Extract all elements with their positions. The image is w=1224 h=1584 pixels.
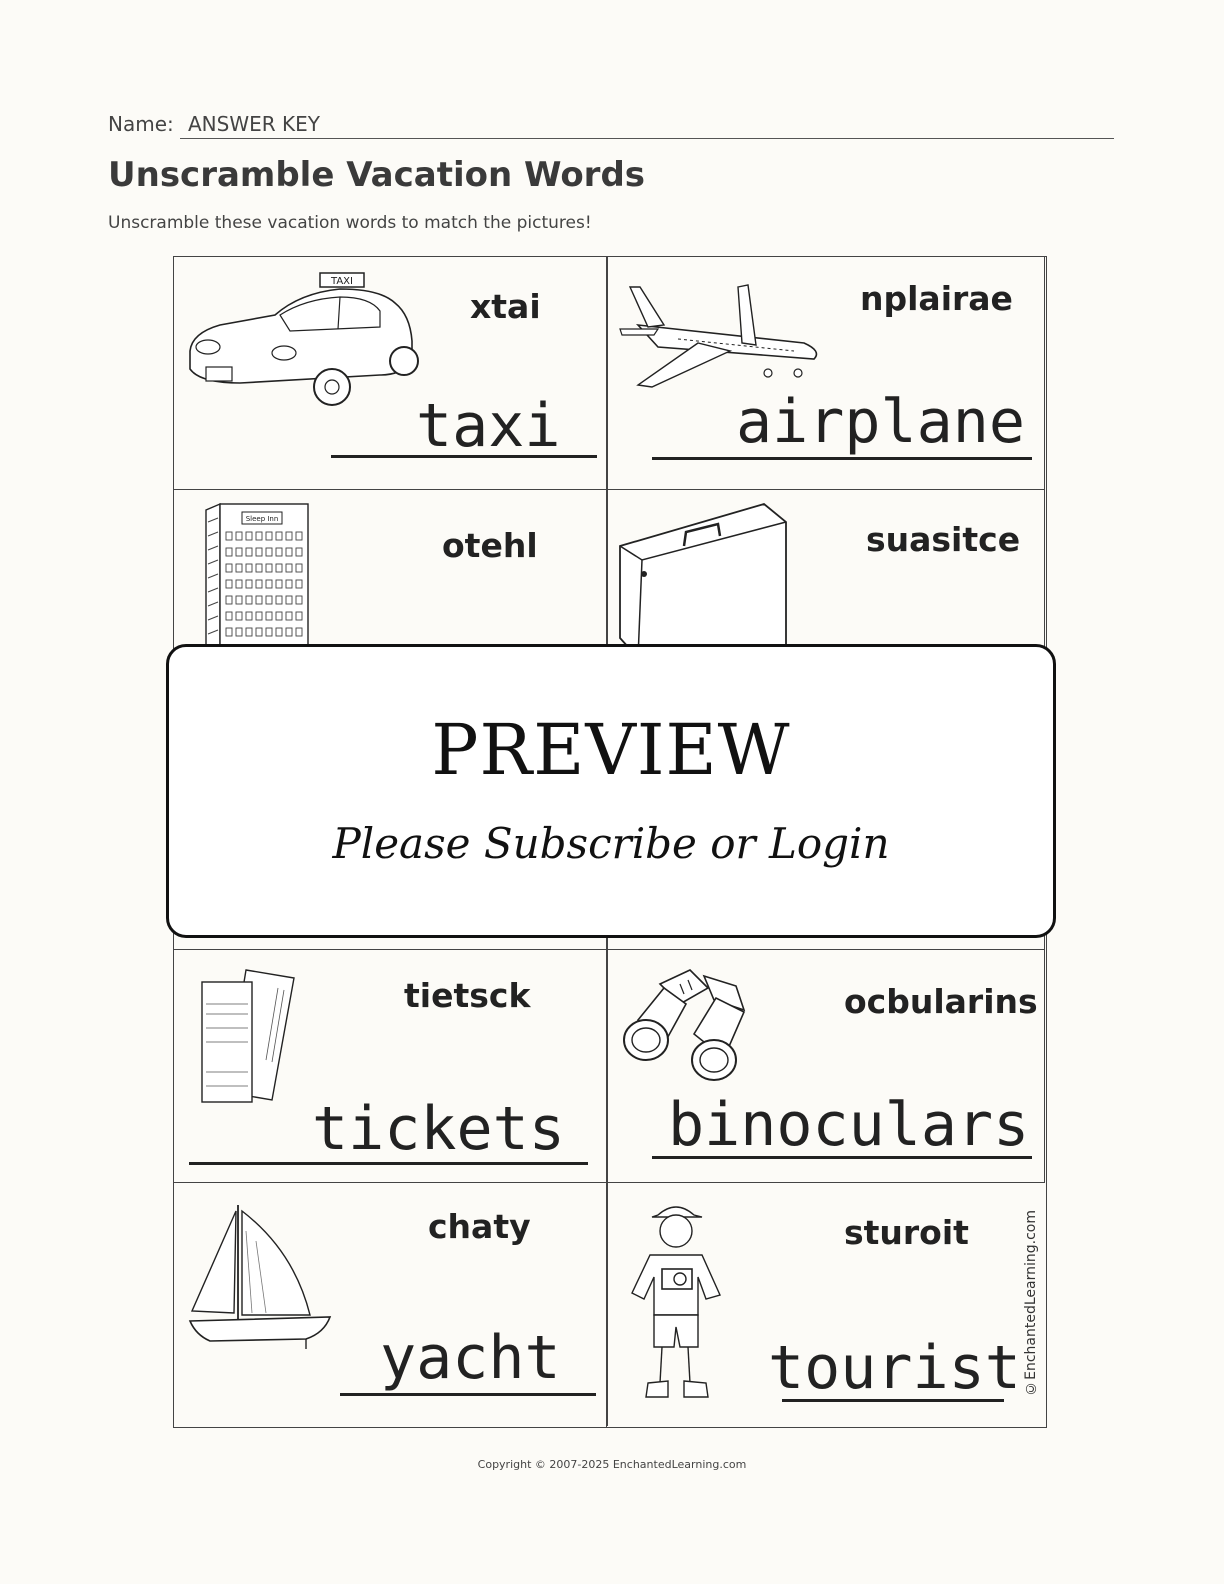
answer-word: yacht bbox=[380, 1323, 561, 1393]
scrambled-word: xtai bbox=[470, 287, 541, 326]
preview-overlay[interactable] bbox=[166, 644, 1056, 938]
scrambled-word: nplairae bbox=[860, 279, 1013, 318]
binoculars-icon bbox=[620, 964, 760, 1084]
subscribe-login-link[interactable]: Please Subscribe or Login bbox=[332, 819, 890, 868]
hotel-sign-text: Sleep Inn bbox=[245, 515, 279, 523]
name-row bbox=[108, 110, 1114, 140]
answer-line bbox=[782, 1399, 1004, 1402]
preview-title: PREVIEW bbox=[431, 709, 791, 791]
answer-line bbox=[189, 1162, 588, 1165]
name-value: ANSWER KEY bbox=[188, 112, 320, 136]
sailboat-icon bbox=[186, 1201, 336, 1351]
cell-sailboat bbox=[174, 1183, 608, 1426]
tourist-icon bbox=[628, 1197, 738, 1407]
taxi-sign-text: TAXI bbox=[331, 276, 353, 287]
scrambled-word: chaty bbox=[428, 1207, 531, 1246]
page-title: Unscramble Vacation Words bbox=[108, 155, 646, 195]
suitcase-icon bbox=[614, 498, 794, 658]
scrambled-word: otehl bbox=[442, 526, 538, 565]
credit-text: ©EnchantedLearning.com bbox=[1023, 1210, 1039, 1396]
answer-word: airplane bbox=[736, 387, 1025, 457]
cell-tourist bbox=[608, 1183, 1045, 1426]
scrambled-word: sturoit bbox=[844, 1213, 969, 1252]
tickets-icon bbox=[198, 964, 308, 1104]
scrambled-word: ocbularins bbox=[844, 982, 1038, 1021]
answer-word: tickets bbox=[312, 1094, 565, 1164]
answer-word: taxi bbox=[416, 391, 561, 461]
cell-tickets bbox=[174, 950, 608, 1183]
name-label: Name: bbox=[108, 112, 174, 136]
answer-word: tourist bbox=[768, 1333, 1021, 1403]
scrambled-word: tietsck bbox=[404, 976, 531, 1015]
answer-line bbox=[652, 1156, 1032, 1159]
scrambled-word: suasitce bbox=[866, 520, 1021, 559]
cell-taxi bbox=[174, 257, 608, 490]
taxi-icon bbox=[180, 271, 420, 411]
answer-line bbox=[331, 455, 597, 458]
answer-line bbox=[652, 457, 1032, 460]
answer-line bbox=[340, 1393, 596, 1396]
copyright-footer: Copyright © 2007-2025 EnchantedLearning.com bbox=[477, 1458, 747, 1471]
page-subtitle: Unscramble these vacation words to match the pictures! bbox=[108, 213, 592, 233]
cell-airplane bbox=[608, 257, 1045, 490]
cell-binoculars bbox=[608, 950, 1045, 1183]
hotel-icon bbox=[204, 502, 314, 662]
answer-word: binoculars bbox=[668, 1090, 1030, 1160]
airplane-icon bbox=[618, 281, 828, 401]
name-underline bbox=[180, 138, 1114, 139]
